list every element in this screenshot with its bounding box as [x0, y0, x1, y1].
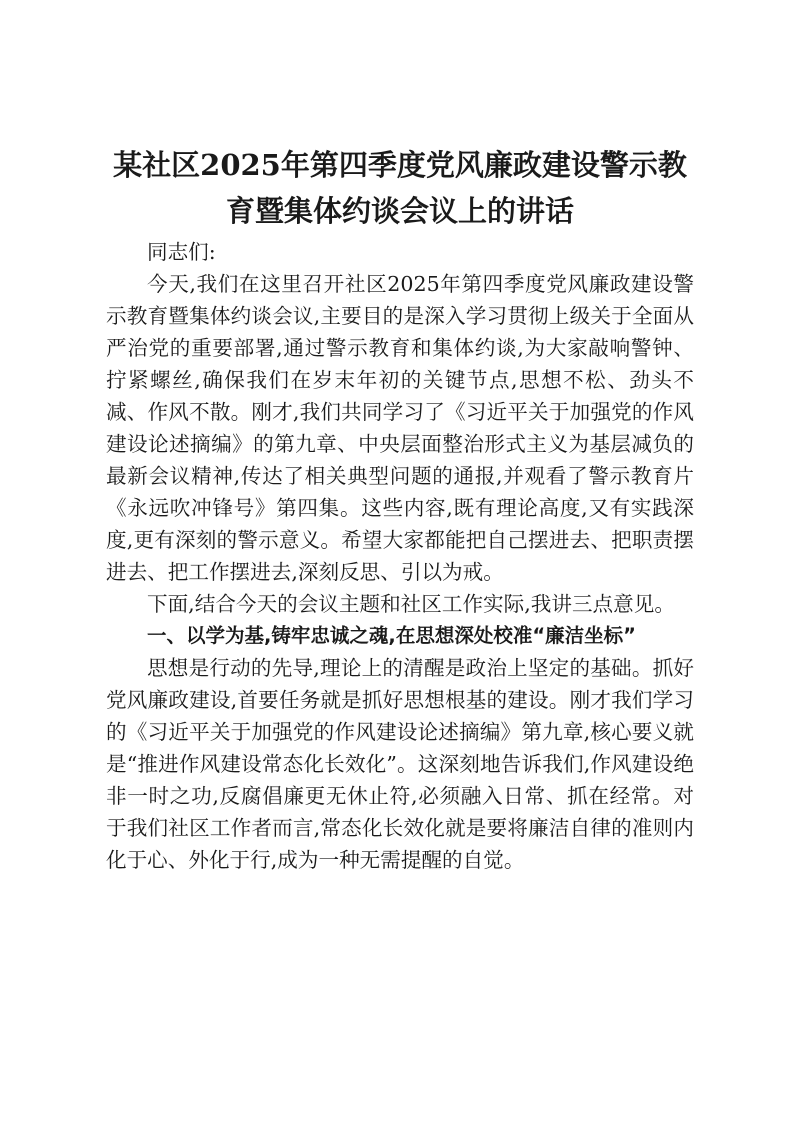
- document-title: 某社区2025年第四季度党风廉政建设警示教育暨集体约谈会议上的讲话: [113, 148, 687, 228]
- salutation: 同志们:: [147, 240, 216, 264]
- paragraph-intro: 今天,我们在这里召开社区2025年第四季度党风廉政建设警示教育暨集体约谈会议,主要目的是深入学习贯彻上级关于全面从严治党的重要部署,通过警示教育和集体约谈,为大家敲响警钟、拧紧螺丝,确保我们在岁末年初的关键节点,思想不松、劲头不减、作风不散。刚才,我们共同学习了《习近平关于加强党的作风建设论述摘编》的第九章、中央层面整治形式主义为基层减负的最新会议精神,传达了相关典型问题的通报,并观看了警示教育片《永远吹冲锋号》第四集。这些内容,既有理论高度,又有实践深度,更有深刻的警示意义。希望大家都能把自己摆进去、把职责摆进去、把工作摆进去,深刻反思、引以为戒。: [106, 272, 694, 584]
- section-heading: 一、以学为基,铸牢忠诚之魂,在思想深处校准“廉洁坐标”: [147, 624, 636, 647]
- paragraph-transition: 下面,结合今天的会议主题和社区工作实际,我讲三点意见。: [147, 592, 675, 616]
- document-body: [106, 236, 694, 876]
- paragraph-section-one: 思想是行动的先导,理论上的清醒是政治上坚定的基础。抓好党风廉政建设,首要任务就是抓好思想根基的建设。刚才我们学习的《习近平关于加强党的作风建设论述摘编》第九章,核心要义就是“推进作风建设常态化长效化”。这深刻地告诉我们,作风建设绝非一时之功,反腐倡廉更无休止符,必须融入日常、抓在经常。对于我们社区工作者而言,常态化长效化就是要将廉洁自律的准则内化于心、外化于行,成为一种无需提醒的自觉。: [106, 656, 694, 872]
